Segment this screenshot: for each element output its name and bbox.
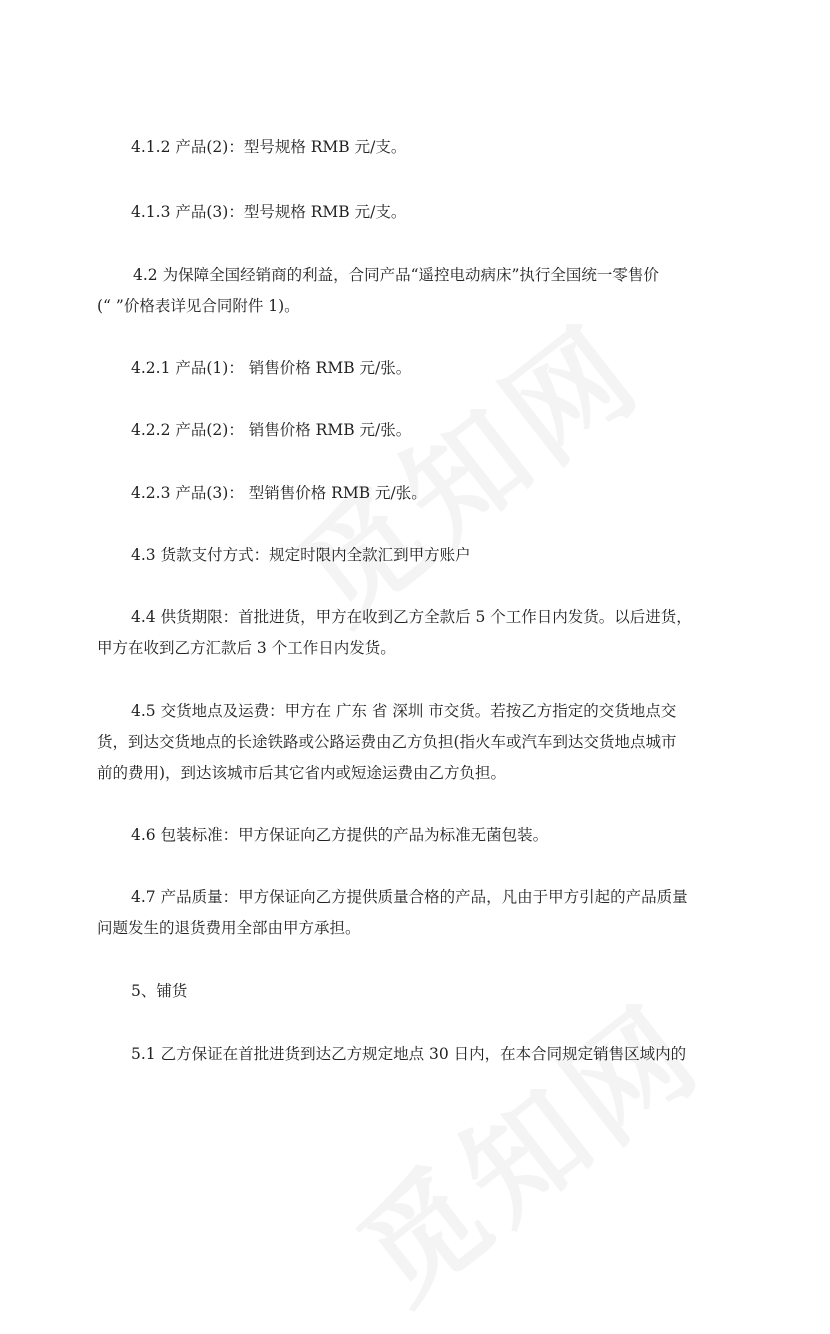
paragraph-4-7-line-1: 4.7 产品质量：甲方保证向乙方提供质量合格的产品，凡由于甲方引起的产品质量 [131,888,688,906]
watermark [258,278,671,654]
paragraph-4-5-line-1: 4.5 交货地点及运费：甲方在 广东 省 深圳 市交货。若按乙方指定的交货地点交 [131,702,677,720]
paragraph-4-5-line-3: 前的费用)，到达该城市后其它省内或短途运费由乙方负担。 [97,764,507,782]
watermark [318,958,731,1334]
paragraph-4-2-line-1: 4.2 为保障全国经销商的利益，合同产品“遥控电动病床”执行全国统一零售价 [133,266,659,284]
paragraph-4-3: 4.3 货款支付方式：规定时限内全款汇到甲方账户 [131,546,471,564]
paragraph-4-1-2: 4.1.2 产品(2)：型号规格 RMB 元/支。 [131,138,407,156]
paragraph-4-2-2: 4.2.2 产品(2)： 销售价格 RMB 元/张。 [131,421,412,439]
paragraph-4-1-3: 4.1.3 产品(3)：型号规格 RMB 元/支。 [131,203,407,221]
paragraph-5-1: 5.1 乙方保证在首批进货到达乙方规定地点 30 日内，在本合同规定销售区域内的 [131,1045,687,1063]
paragraph-4-4-line-1: 4.4 供货期限：首批进货，甲方在收到乙方全款后 5 个工作日内发货。以后进货， [131,608,692,626]
paragraph-4-2-line-2: (“ ”价格表详见合同附件 1)。 [97,297,300,315]
paragraph-4-5-line-2: 货，到达交货地点的长途铁路或公路运费由乙方负担(指火车或汽车到达交货地点城市 [97,733,677,751]
paragraph-4-4-line-2: 甲方在收到乙方汇款后 3 个工作日内发货。 [97,639,396,657]
paragraph-4-6: 4.6 包装标准：甲方保证向乙方提供的产品为标准无菌包装。 [131,826,549,844]
paragraph-4-2-1: 4.2.1 产品(1)： 销售价格 RMB 元/张。 [131,359,412,377]
section-heading-5: 5、铺货 [131,982,188,1000]
paragraph-4-2-3: 4.2.3 产品(3)： 型销售价格 RMB 元/张。 [131,484,427,502]
paragraph-4-7-line-2: 问题发生的退货费用全部由甲方承担。 [97,919,361,937]
